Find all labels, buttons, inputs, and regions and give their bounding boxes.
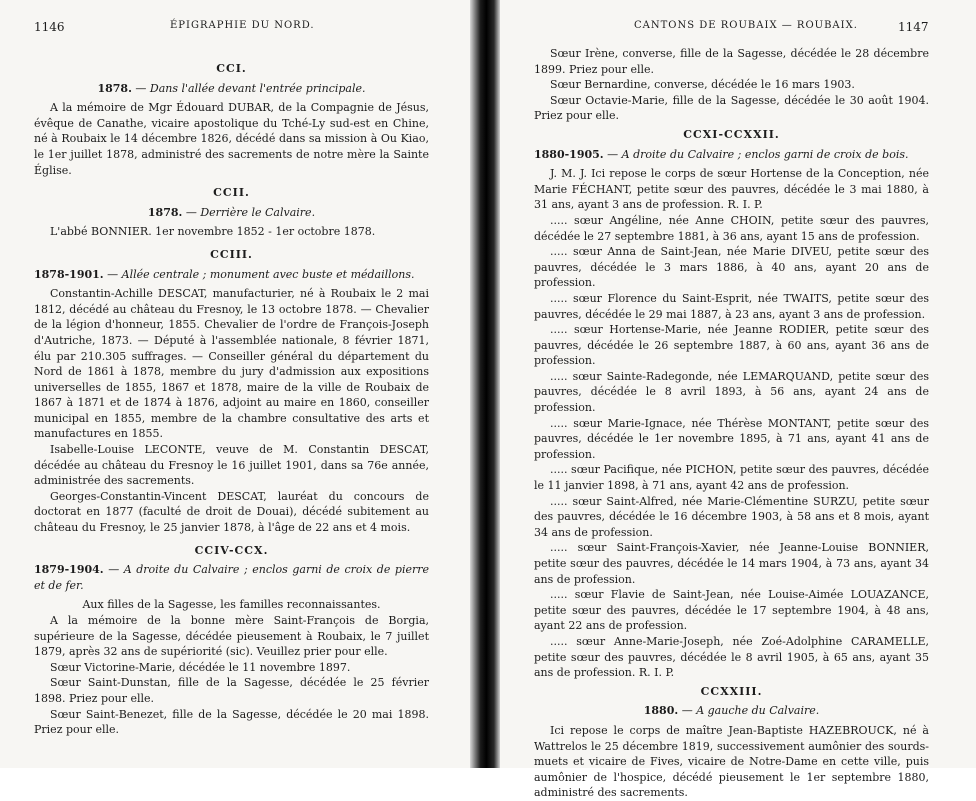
entry-paragraph: Georges-Constantin-Vincent DESCAT, lauréat du concours de doctorat en 1877 (faculté de droit de Douai), décédé subitement au château du Fresnoy, le 25 janvier 1878, à l'âge de 22 ans et 4 mois.: [34, 489, 429, 535]
entry-paragraph: ..... sœur Florence du Saint-Esprit, née TWAITS, petite sœur des pauvres, décédée le 29 mai 1887, à 23 ans, ayant 3 ans de profession.: [534, 291, 929, 321]
entry-heading: 1880-1905. — A droite du Calvaire ; enclos garni de croix de bois.: [534, 147, 909, 161]
entry-paragraph: Sœur Octavie-Marie, fille de la Sagesse, décédée le 30 août 1904. Priez pour elle.: [534, 93, 929, 123]
running-head: ÉPIGRAPHIE DU NORD.: [170, 20, 315, 31]
entry-paragraph: Isabelle-Louise LECONTE, veuve de M. Constantin DESCAT, décédée au château du Fresnoy le 16 juillet 1901, dans sa 76e année, administrée des sacrements.: [34, 443, 429, 488]
entry-paragraph: Sœur Irène, converse, fille de la Sagesse, décédée le 28 décembre 1899. Priez pour elle.: [534, 47, 929, 76]
entry-heading: 1879-1904. — A droite du Calvaire ; enclos garni de croix de pierre et de fer.: [34, 563, 429, 592]
entry-paragraph: ..... sœur Sainte-Radegonde, née LEMARQUAND, petite sœur des pauvres, décédée le 8 avril 1893, à 56 ans, ayant 24 ans de profession.: [534, 369, 929, 415]
entry-paragraph: A la mémoire de la bonne mère Saint-François de Borgia, supérieure de la Sagesse, décédée pieusement à Roubaix, le 7 juillet 1879, après 32 ans de supériorité (sic). Veuillez prier pour elle.: [34, 614, 429, 659]
right-page: [500, 0, 976, 800]
text-column: [34, 58, 429, 738]
entry-heading: 1880. — A gauche du Calvaire.: [643, 704, 820, 718]
section-number: CCIII.: [210, 247, 253, 261]
entry-paragraph: ..... sœur Marie-Ignace, née Thérèse MONTANT, petite sœur des pauvres, décédée le 1er novembre 1895, à 71 ans, ayant 41 ans de profession.: [534, 416, 929, 461]
section-number: CCIV-CCX.: [194, 543, 269, 557]
book-gutter: [470, 0, 500, 768]
page-number: 1146: [34, 20, 65, 34]
running-head: CANTONS DE ROUBAIX — ROUBAIX.: [634, 20, 858, 31]
entry-paragraph: ..... sœur Pacifique, née PICHON, petite sœur des pauvres, décédée le 11 janvier 1898, à 71 ans, ayant 42 ans de profession.: [534, 463, 929, 493]
entry-paragraph: ..... sœur Saint-Alfred, née Marie-Clémentine SURZU, petite sœur des pauvres, décédée le 16 décembre 1903, à 58 ans et 8 mois, ayant 34 ans de profession.: [534, 494, 929, 539]
section-number: CCII.: [213, 186, 250, 200]
entry-paragraph: ..... sœur Flavie de Saint-Jean, née Louise-Aimée LOUAZANCE, petite sœur des pauvres, décédée le 17 septembre 1904, à 48 ans, ayant 22 ans de profession.: [534, 588, 929, 633]
section-number: CCXXIII.: [700, 684, 763, 698]
left-page: [0, 0, 470, 768]
text-column: [534, 46, 929, 801]
entry-text: L'abbé BONNIER. 1er novembre 1852 - 1er octobre 1878.: [50, 225, 376, 239]
entry-heading: 1878. — Dans l'allée devant l'entrée principale.: [97, 81, 366, 95]
entry-text: A la mémoire de Mgr Édouard DUBAR, de la Compagnie de Jésus, évêque de Canathe, vicaire apostolique du Tché-Ly sud-est en Chine, né à Roubaix le 14 décembre 1826, décédé dans sa mission à Ou Kiao, le 1er juillet 1878, administré des sacrements de notre mère la Sainte Église.: [34, 101, 429, 177]
entry-paragraph: Sœur Saint-Dunstan, fille de la Sagesse, décédée le 25 février 1898. Priez pour elle.: [34, 676, 429, 705]
entry-paragraph: J. M. J. Ici repose le corps de sœur Hortense de la Conception, née Marie FÉCHANT, petite sœur des pauvres, décédée le 3 mai 1880, à 31 ans, ayant 3 ans de profession. R. I. P.: [534, 167, 929, 212]
entry-paragraph: ..... sœur Saint-François-Xavier, née Jeanne-Louise BONNIER, petite sœur des pauvres, décédée le 14 mars 1904, à 73 ans, ayant 34 ans de profession.: [534, 541, 929, 586]
page-number: 1147: [898, 20, 929, 34]
entry-paragraph: Sœur Saint-Benezet, fille de la Sagesse, décédée le 20 mai 1898. Priez pour elle.: [34, 707, 429, 737]
entry-paragraph: Constantin-Achille DESCAT, manufacturier, né à Roubaix le 2 mai 1812, décédé au château du Fresnoy, le 13 octobre 1878. — Chevalier de la légion d'honneur, 1855. Chevalier de l'ordre de François-Joseph d'Autriche, 1873. — Député à l'assemblée nationale, 8 février 1871, élu par 210.305 suffrages. — Conseiller général du département du Nord de 1861 à 1878, membre du jury d'admission aux expositions universelles de 1855, 1867 et 1878, maire de la ville de Roubaix de 1867 à 1871 et de 1874 à 1876, adjoint au maire en 1860, conseiller municipal en 1855, membre de la chambre consultative des arts et manufactures en 1855.: [34, 287, 429, 441]
entry-heading: 1878. — Derrière le Calvaire.: [147, 205, 316, 219]
entry-subtitle: Aux filles de la Sagesse, les familles reconnaissantes.: [82, 598, 381, 612]
section-number: CCXI-CCXXII.: [683, 127, 780, 141]
entry-text: Ici repose le corps de maître Jean-Baptiste HAZEBROUCK, né à Wattrelos le 25 décembre 1819, successivement aumônier des sourds-muets et vicaire de Fives, vicaire de Notre-Dame en cette ville, puis aumônier de l'hospice, décédé pieusement le 1er septembre 1880, administré des sacrements.: [534, 723, 929, 800]
entry-heading: 1878-1901. — Allée centrale ; monument avec buste et médaillons.: [34, 267, 415, 281]
entry-paragraph: Sœur Victorine-Marie, décédée le 11 novembre 1897.: [50, 660, 351, 674]
entry-paragraph: ..... sœur Hortense-Marie, née Jeanne RODIER, petite sœur des pauvres, décédée le 26 septembre 1887, à 60 ans, ayant 36 ans de profession.: [534, 323, 929, 368]
entry-paragraph: ..... sœur Angéline, née Anne CHOIN, petite sœur des pauvres, décédée le 27 septembre 1881, à 36 ans, ayant 15 ans de profession.: [534, 213, 929, 243]
entry-paragraph: Sœur Bernardine, converse, décédée le 16 mars 1903.: [550, 78, 855, 92]
entry-paragraph: ..... sœur Anna de Saint-Jean, née Marie DIVEU, petite sœur des pauvres, décédée le 3 mars 1886, à 40 ans, ayant 20 ans de profession.: [534, 245, 929, 290]
entry-paragraph: ..... sœur Anne-Marie-Joseph, née Zoé-Adolphine CARAMELLE, petite sœur des pauvres, décédée le 8 avril 1905, à 65 ans, ayant 35 ans de profession. R. I. P.: [534, 634, 929, 680]
section-number: CCI.: [216, 62, 247, 75]
